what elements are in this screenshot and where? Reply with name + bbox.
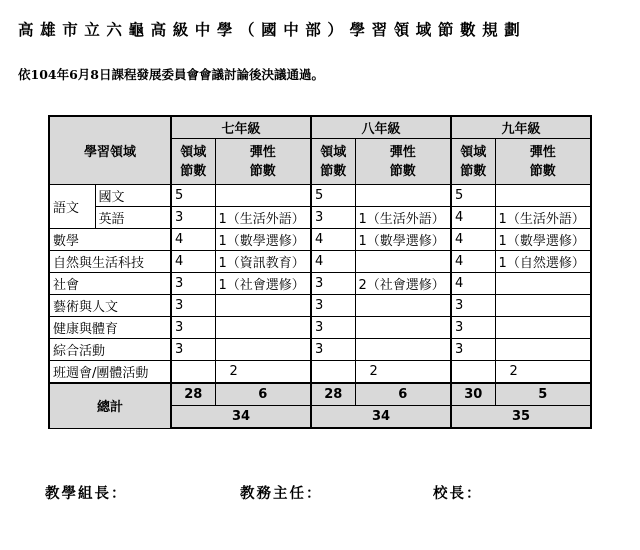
cell-value: 3 bbox=[311, 339, 355, 361]
total-g9-sum: 35 bbox=[451, 406, 591, 429]
signature-principal: 校長： bbox=[433, 485, 483, 502]
cell-value: 1（數學選修） bbox=[355, 229, 451, 251]
row-name: 國文 bbox=[95, 185, 171, 207]
cell-value bbox=[355, 185, 451, 207]
cell-value bbox=[495, 339, 591, 361]
row-name: 綜合活動 bbox=[49, 339, 171, 361]
cell-value: 3 bbox=[311, 295, 355, 317]
cell-value bbox=[495, 273, 591, 295]
table-row bbox=[49, 251, 591, 273]
total-g7-elective: 6 bbox=[215, 383, 311, 406]
row-name: 英語 bbox=[95, 207, 171, 229]
cell-value bbox=[355, 317, 451, 339]
cell-value bbox=[355, 339, 451, 361]
cell-value bbox=[495, 317, 591, 339]
header-g8-domain-hours: 領域節數 bbox=[311, 139, 355, 185]
cell-value: 1（生活外語） bbox=[215, 207, 311, 229]
totals-label: 總計 bbox=[49, 383, 171, 428]
cell-value bbox=[215, 317, 311, 339]
cell-value bbox=[215, 185, 311, 207]
cell-value: 4 bbox=[451, 273, 495, 295]
cell-value: 5 bbox=[311, 185, 355, 207]
cell-value: 4 bbox=[311, 251, 355, 273]
cell-value bbox=[495, 295, 591, 317]
language-group-label: 語文 bbox=[49, 185, 95, 229]
cell-value: 4 bbox=[171, 229, 215, 251]
header-grade-8: 八年級 bbox=[311, 116, 451, 139]
cell-value: 4 bbox=[451, 229, 495, 251]
cell-value: 1（數學選修） bbox=[495, 229, 591, 251]
header-g7-domain-hours: 領域節數 bbox=[171, 139, 215, 185]
cell-value: 1（自然選修） bbox=[495, 251, 591, 273]
document-title: 高雄市立六龜高級中學（國中部）學習領域節數規劃 bbox=[18, 20, 527, 39]
cell-value: 3 bbox=[171, 317, 215, 339]
cell-value: 3 bbox=[451, 339, 495, 361]
table-row bbox=[49, 185, 591, 207]
total-g9-domain: 30 bbox=[451, 383, 495, 406]
cell-value: 5 bbox=[451, 185, 495, 207]
table-row bbox=[49, 207, 591, 229]
cell-value bbox=[311, 361, 355, 384]
cell-value: 3 bbox=[451, 295, 495, 317]
cell-value: 3 bbox=[171, 295, 215, 317]
cell-value: 4 bbox=[451, 207, 495, 229]
row-name: 自然與生活科技 bbox=[49, 251, 171, 273]
header-g9-domain-hours: 領域節數 bbox=[451, 139, 495, 185]
cell-value: 4 bbox=[451, 251, 495, 273]
cell-value: 2 bbox=[215, 361, 311, 384]
total-g9-elective: 5 bbox=[495, 383, 591, 406]
signature-academic-section: 教學組長： bbox=[45, 485, 128, 502]
total-g8-domain: 28 bbox=[311, 383, 355, 406]
cell-value: 1（生活外語） bbox=[355, 207, 451, 229]
cell-value: 3 bbox=[171, 273, 215, 295]
cell-value: 1（數學選修） bbox=[215, 229, 311, 251]
row-name: 藝術與人文 bbox=[49, 295, 171, 317]
cell-value: 1（社會選修） bbox=[215, 273, 311, 295]
table-row bbox=[49, 229, 591, 251]
header-domain: 學習領域 bbox=[49, 116, 171, 185]
cell-value: 5 bbox=[171, 185, 215, 207]
cell-value: 1（生活外語） bbox=[495, 207, 591, 229]
total-g7-domain: 28 bbox=[171, 383, 215, 406]
cell-value: 2 bbox=[355, 361, 451, 384]
cell-value bbox=[215, 339, 311, 361]
table-row bbox=[49, 361, 591, 384]
curriculum-table bbox=[48, 115, 592, 429]
cell-value: 1（資訊教育） bbox=[215, 251, 311, 273]
header-grade-7: 七年級 bbox=[171, 116, 311, 139]
cell-value bbox=[171, 361, 215, 384]
cell-value: 3 bbox=[171, 339, 215, 361]
row-name: 數學 bbox=[49, 229, 171, 251]
cell-value: 3 bbox=[451, 317, 495, 339]
header-grade-9: 九年級 bbox=[451, 116, 591, 139]
cell-value bbox=[355, 251, 451, 273]
cell-value: 3 bbox=[171, 207, 215, 229]
cell-value bbox=[451, 361, 495, 384]
table-row bbox=[49, 317, 591, 339]
header-g8-elective-hours: 彈性節數 bbox=[355, 139, 451, 185]
header-g9-elective-hours: 彈性節數 bbox=[495, 139, 591, 185]
cell-value bbox=[495, 185, 591, 207]
cell-value: 2（社會選修） bbox=[355, 273, 451, 295]
total-g8-elective: 6 bbox=[355, 383, 451, 406]
total-g8-sum: 34 bbox=[311, 406, 451, 429]
cell-value: 3 bbox=[311, 273, 355, 295]
cell-value: 3 bbox=[311, 317, 355, 339]
row-name: 社會 bbox=[49, 273, 171, 295]
cell-value: 4 bbox=[171, 251, 215, 273]
cell-value bbox=[355, 295, 451, 317]
total-g7-sum: 34 bbox=[171, 406, 311, 429]
cell-value: 3 bbox=[311, 207, 355, 229]
table-row bbox=[49, 339, 591, 361]
cell-value: 2 bbox=[495, 361, 591, 384]
document-subtitle: 依104年6月8日課程發展委員會會議討論後決議通過。 bbox=[18, 67, 324, 82]
header-g7-elective-hours: 彈性節數 bbox=[215, 139, 311, 185]
row-name: 健康與體育 bbox=[49, 317, 171, 339]
cell-value: 4 bbox=[311, 229, 355, 251]
row-name: 班週會/團體活動 bbox=[49, 361, 171, 384]
table-row bbox=[49, 295, 591, 317]
table-row bbox=[49, 273, 591, 295]
signature-academic-director: 教務主任： bbox=[240, 485, 323, 502]
cell-value bbox=[215, 295, 311, 317]
